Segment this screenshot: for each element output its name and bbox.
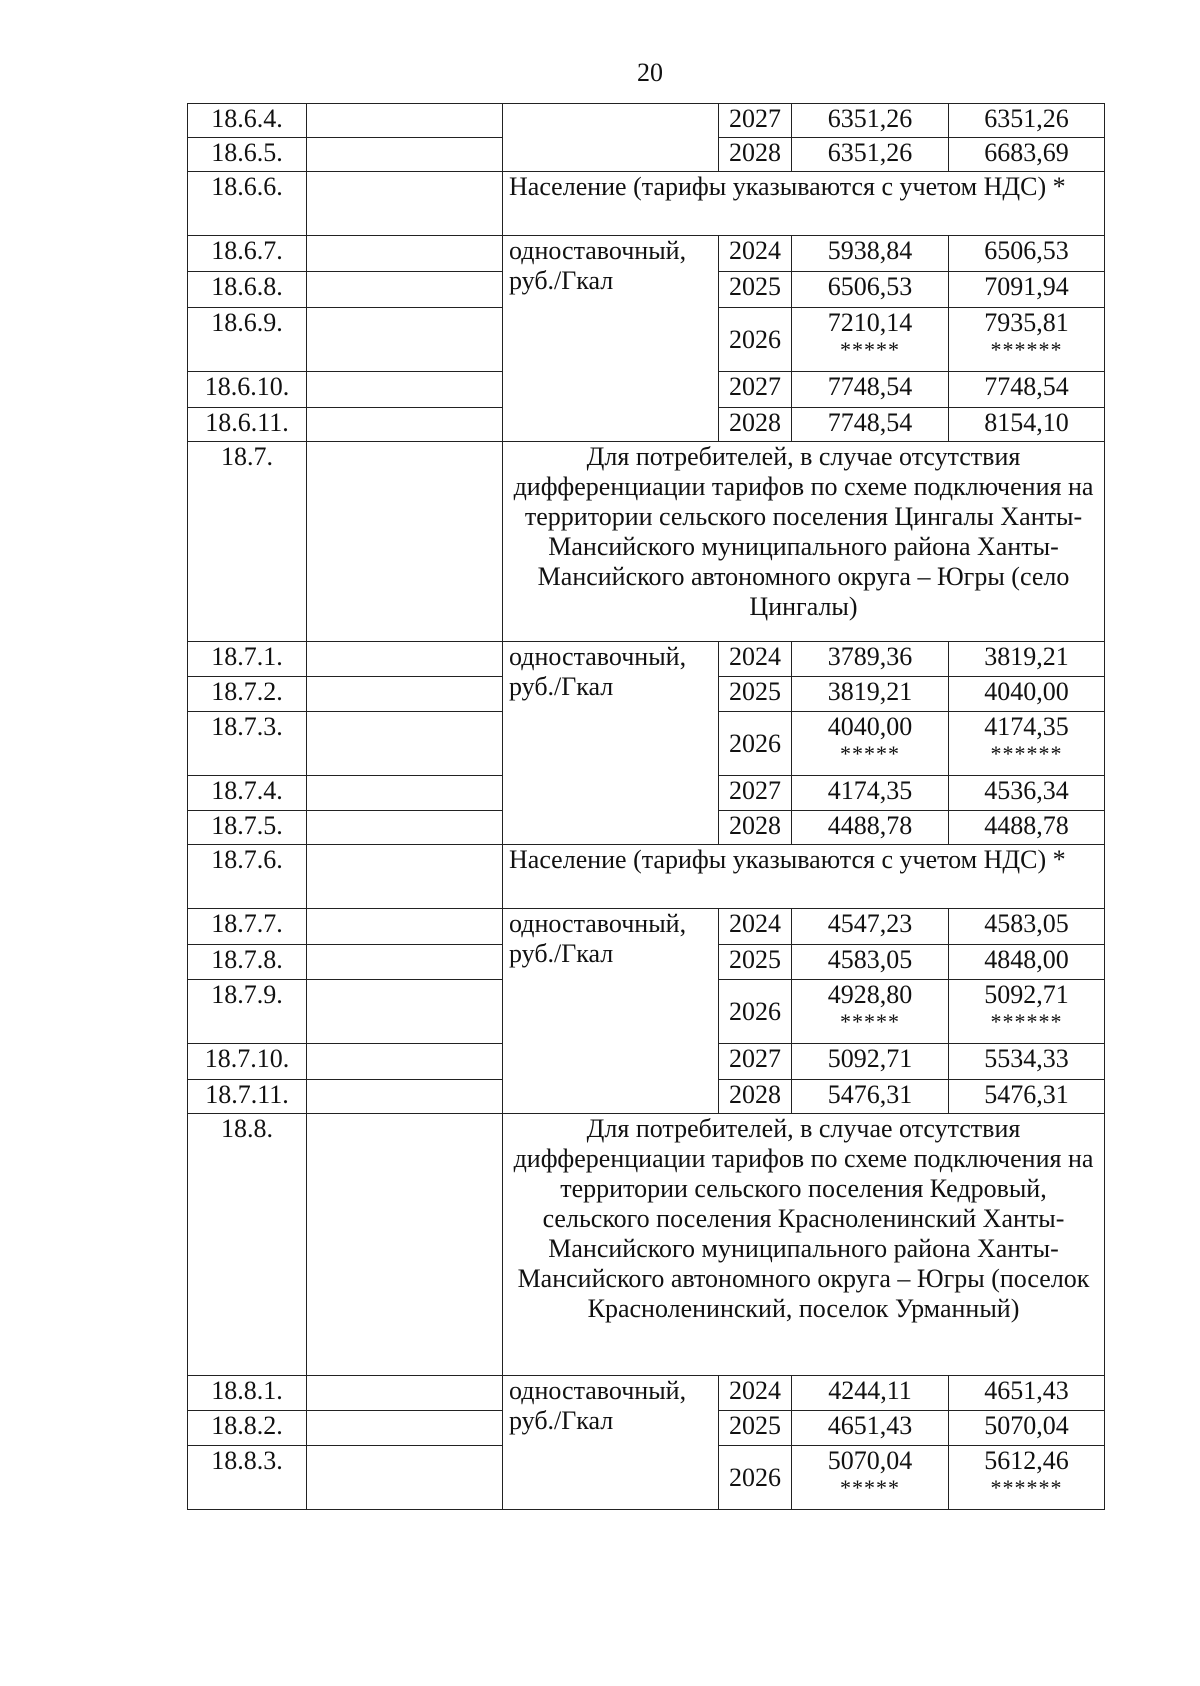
tariff-value-h2 (949, 712, 1105, 776)
row-number: 18.7.2. (188, 677, 307, 712)
footnote-mark: ***** (840, 741, 900, 766)
year-cell: 2026 (719, 980, 792, 1044)
tariff-value-h1: 4174,35 (792, 776, 949, 811)
year-cell: 2024 (719, 909, 792, 945)
row-number: 18.6.11. (188, 408, 307, 442)
footnote-mark: ****** (990, 337, 1063, 362)
tariff-value-h1: 7748,54 (792, 408, 949, 442)
blank-cell (307, 138, 503, 172)
tariff-value-h2: 5070,04 (949, 1411, 1105, 1446)
tariff-value-h2: 4040,00 (949, 677, 1105, 712)
footnote-mark: ***** (840, 1475, 900, 1500)
year-cell: 2027 (719, 776, 792, 811)
tariff-value-h1: 7748,54 (792, 372, 949, 408)
tariff-value-h2: 4583,05 (949, 909, 1105, 945)
table-row (188, 442, 1105, 642)
blank-cell (307, 1044, 503, 1080)
row-number: 18.6.9. (188, 308, 307, 372)
row-number: 18.6.5. (188, 138, 307, 172)
year-cell: 2025 (719, 677, 792, 712)
year-cell: 2024 (719, 1376, 792, 1411)
year-cell: 2028 (719, 811, 792, 845)
tariff-value-h2: 7091,94 (949, 272, 1105, 308)
tariff-value: 5612,46 (984, 1446, 1069, 1475)
blank-cell (307, 1411, 503, 1446)
footnote-mark: ****** (990, 1475, 1063, 1500)
rate-type-label: одноставочный, руб./Гкал (503, 642, 719, 845)
year-cell: 2028 (719, 408, 792, 442)
tariff-value: 5070,04 (827, 1446, 913, 1475)
year-cell: 2027 (719, 372, 792, 408)
blank-cell (307, 909, 503, 945)
year-cell: 2024 (719, 236, 792, 272)
row-number: 18.7.10. (188, 1044, 307, 1080)
year-cell: 2025 (719, 272, 792, 308)
tariff-value-h1: 4547,23 (792, 909, 949, 945)
year-cell: 2028 (719, 1080, 792, 1114)
blank-cell (307, 372, 503, 408)
page-number: 20 (637, 58, 663, 87)
tariff-value-h2: 4651,43 (949, 1376, 1105, 1411)
row-number: 18.6.10. (188, 372, 307, 408)
table-row (188, 104, 1105, 138)
year-cell: 2027 (719, 1044, 792, 1080)
tariff-value-h1: 6351,26 (792, 104, 949, 138)
blank-cell (307, 980, 503, 1044)
year-cell: 2027 (719, 104, 792, 138)
tariff-value-h1: 4244,11 (792, 1376, 949, 1411)
row-number: 18.7.4. (188, 776, 307, 811)
tariff-value-h2: 6506,53 (949, 236, 1105, 272)
tariff-value-h1: 3819,21 (792, 677, 949, 712)
blank-cell (307, 1446, 503, 1510)
tariff-value-h1: 4651,43 (792, 1411, 949, 1446)
tariff-value-h2 (949, 308, 1105, 372)
year-cell: 2026 (719, 308, 792, 372)
year-cell: 2026 (719, 1446, 792, 1510)
tariff-value-h1: 3789,36 (792, 642, 949, 677)
year-cell: 2026 (719, 712, 792, 776)
row-number: 18.8.1. (188, 1376, 307, 1411)
tariff-value-h2: 5534,33 (949, 1044, 1105, 1080)
footnote-mark: ****** (990, 1009, 1063, 1034)
rate-type-label: одноставочный, руб./Гкал (503, 1376, 719, 1510)
blank-cell (307, 776, 503, 811)
row-number: 18.8.3. (188, 1446, 307, 1510)
tariff-value: 4174,35 (984, 712, 1069, 741)
tariff-value-h2: 7748,54 (949, 372, 1105, 408)
year-cell: 2024 (719, 642, 792, 677)
tariff-value-h2: 4848,00 (949, 945, 1105, 980)
tariff-value: 5092,71 (984, 980, 1069, 1009)
tariff-value-h2: 4536,34 (949, 776, 1105, 811)
table-row (188, 172, 1105, 236)
tariff-value-h2 (949, 1446, 1105, 1510)
row-number: 18.7.9. (188, 980, 307, 1044)
row-number: 18.8. (188, 1114, 307, 1376)
tariff-value: 7935,81 (984, 308, 1069, 337)
row-number: 18.6.6. (188, 172, 307, 236)
row-number: 18.6.8. (188, 272, 307, 308)
tariff-value-h1 (792, 712, 949, 776)
footnote-mark: ****** (990, 741, 1063, 766)
row-number: 18.7.1. (188, 642, 307, 677)
blank-cell (307, 642, 503, 677)
row-number: 18.7.8. (188, 945, 307, 980)
blank-cell (307, 845, 503, 909)
table-row (188, 845, 1105, 909)
tariff-value-h1 (792, 308, 949, 372)
row-number: 18.7.3. (188, 712, 307, 776)
tariff-value-h1: 5938,84 (792, 236, 949, 272)
tariff-value-h1: 4488,78 (792, 811, 949, 845)
tariff-value-h1 (792, 1446, 949, 1510)
footnote-mark: ***** (840, 337, 900, 362)
row-number: 18.7.11. (188, 1080, 307, 1114)
footnote-mark: ***** (840, 1009, 900, 1034)
table-row (188, 236, 1105, 272)
blank-cell (307, 1114, 503, 1376)
blank-cell (307, 172, 503, 236)
blank-cell (307, 945, 503, 980)
year-cell: 2028 (719, 138, 792, 172)
year-cell: 2025 (719, 1411, 792, 1446)
row-number: 18.7.6. (188, 845, 307, 909)
section-heading: Для потребителей, в случае отсутствия дифференциации тарифов по схеме подключения на территории сельского поселения Цингалы Ханты-Мансийского муниципального района Ханты-Мансийского автономного округа – Югры (село Цингалы) (503, 442, 1105, 642)
tariff-value-h1: 5092,71 (792, 1044, 949, 1080)
row-number: 18.7. (188, 442, 307, 642)
blank-cell (307, 811, 503, 845)
tariff-table (187, 103, 1105, 1510)
rate-type-label: одноставочный, руб./Гкал (503, 909, 719, 1114)
row-number: 18.6.4. (188, 104, 307, 138)
tariff-value: 7210,14 (827, 308, 913, 337)
population-note: Население (тарифы указываются с учетом НДС) * (503, 172, 1105, 236)
table-row (188, 909, 1105, 945)
row-number: 18.6.7. (188, 236, 307, 272)
blank-cell (307, 308, 503, 372)
row-number: 18.7.7. (188, 909, 307, 945)
table-row (188, 642, 1105, 677)
blank-cell (307, 442, 503, 642)
tariff-value-h2: 4488,78 (949, 811, 1105, 845)
tariff-value-h1: 5476,31 (792, 1080, 949, 1114)
tariff-value: 4928,80 (827, 980, 913, 1009)
tariff-value-h1: 6351,26 (792, 138, 949, 172)
blank-cell (307, 104, 503, 138)
rate-type-label: одноставочный, руб./Гкал (503, 236, 719, 442)
tariff-value-h1 (792, 980, 949, 1044)
row-number: 18.7.5. (188, 811, 307, 845)
year-cell: 2025 (719, 945, 792, 980)
tariff-value-h2: 3819,21 (949, 642, 1105, 677)
table-row (188, 1114, 1105, 1376)
tariff-value-h2: 6351,26 (949, 104, 1105, 138)
blank-cell (307, 1080, 503, 1114)
population-note: Население (тарифы указываются с учетом НДС) * (503, 845, 1105, 909)
table-row (188, 1376, 1105, 1411)
tariff-value-h1: 4583,05 (792, 945, 949, 980)
blank-cell (307, 272, 503, 308)
tariff-value-h2: 8154,10 (949, 408, 1105, 442)
section-heading: Для потребителей, в случае отсутствия дифференциации тарифов по схеме подключения на территории сельского поселения Кедровый, сельского поселения Красноленинский Ханты-Мансийского муниципального района Ханты-Мансийского автономного округа – Югры (поселок Красноленинский, поселок Урманный) (503, 1114, 1105, 1376)
row-number: 18.8.2. (188, 1411, 307, 1446)
tariff-value-h1: 6506,53 (792, 272, 949, 308)
blank-cell (307, 408, 503, 442)
blank-cell (307, 712, 503, 776)
tariff-value: 4040,00 (827, 712, 913, 741)
blank-cell (307, 677, 503, 712)
tariff-value-h2: 6683,69 (949, 138, 1105, 172)
tariff-value-h2: 5476,31 (949, 1080, 1105, 1114)
rate-type-cell (503, 104, 719, 172)
tariff-value-h2 (949, 980, 1105, 1044)
blank-cell (307, 1376, 503, 1411)
blank-cell (307, 236, 503, 272)
